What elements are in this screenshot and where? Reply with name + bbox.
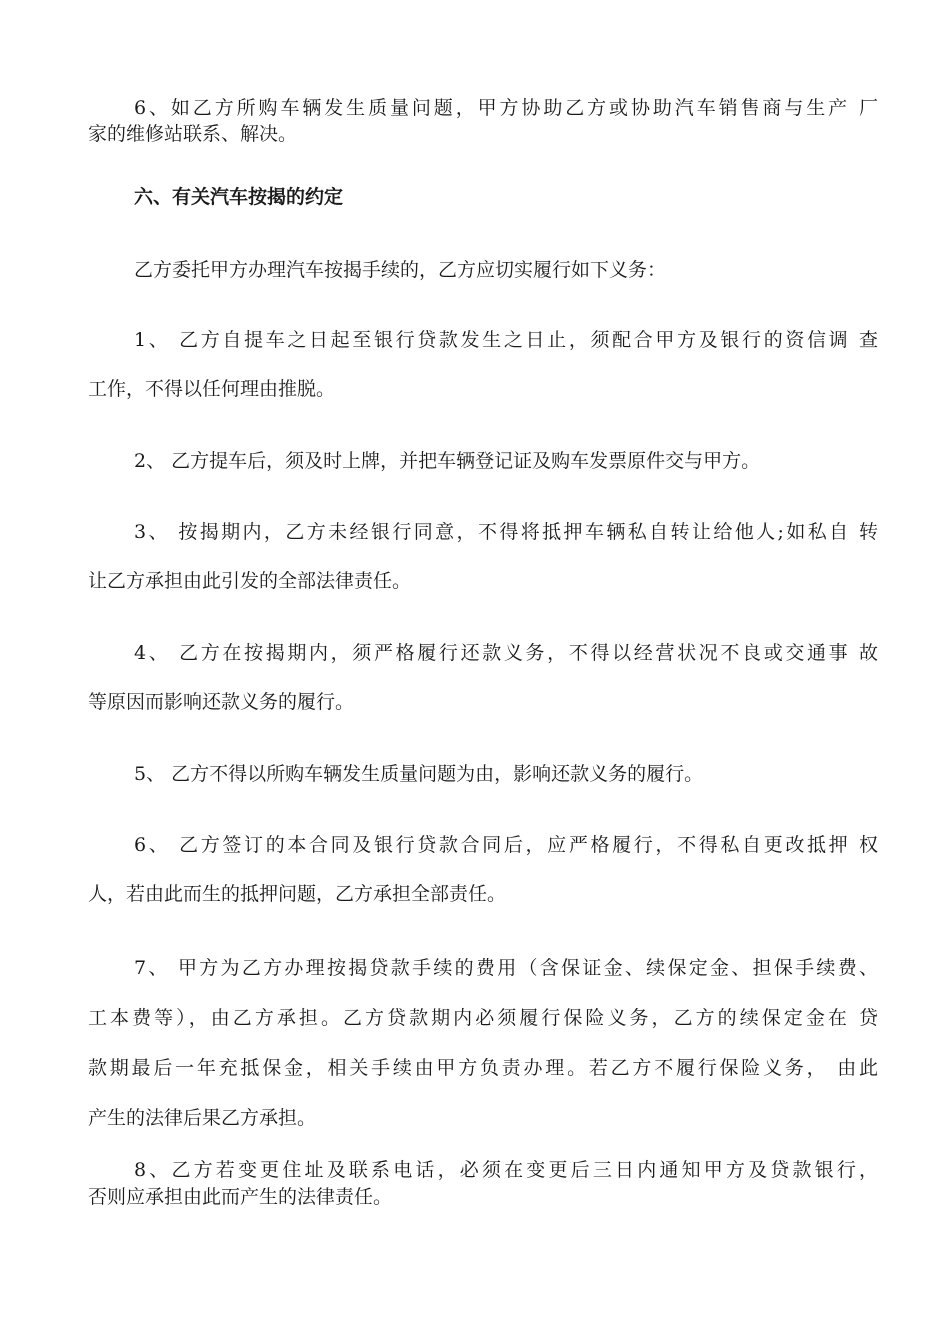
item-5-line-1: 5、 乙方不得以所购车辆发生质量问题为由，影响还款义务的履行。 (134, 763, 704, 785)
intro-paragraph: 乙方委托甲方办理汽车按揭手续的，乙方应切实履行如下义务： (134, 259, 667, 281)
item-1-line-1: 1、 乙方自提车之日起至银行贷款发生之日止，须配合甲方及银行的资信调 查 (134, 329, 878, 351)
item-7-line-3: 款期最后一年充抵保金，相关手续由甲方负责办理。若乙方不履行保险义务， 由此 (88, 1057, 878, 1079)
item-3-line-2: 让乙方承担由此引发的全部法律责任。 (88, 570, 412, 592)
item-7-line-2: 工本费等），由乙方承担。乙方贷款期内必须履行保险义务，乙方的续保定金在 贷 (88, 1007, 878, 1029)
item-8-line-2: 否则应承担由此而产生的法律责任。 (88, 1186, 393, 1208)
item-6-line-1: 6、 乙方签订的本合同及银行贷款合同后，应严格履行，不得私自更改抵押 权 (134, 834, 878, 856)
item-4-line-1: 4、 乙方在按揭期内，须严格履行还款义务，不得以经营状况不良或交通事 故 (134, 642, 878, 664)
section-heading: 六、有关汽车按揭的约定 (134, 186, 344, 208)
item-4-line-2: 等原因而影响还款义务的履行。 (88, 691, 355, 713)
item-6-line-2: 人，若由此而生的抵押问题，乙方承担全部责任。 (88, 883, 507, 905)
item-7-line-1: 7、 甲方为乙方办理按揭贷款手续的费用（含保证金、续保定金、担保手续费、 (134, 957, 878, 979)
item-3-line-1: 3、 按揭期内，乙方未经银行同意，不得将抵押车辆私自转让给他人;如私自 转 (134, 521, 878, 543)
paragraph-line: 6、如乙方所购车辆发生质量问题，甲方协助乙方或协助汽车销售商与生产 厂 (134, 97, 878, 119)
item-2-line-1: 2、 乙方提车后，须及时上牌，并把车辆登记证及购车发票原件交与甲方。 (134, 450, 761, 472)
item-7-line-4: 产生的法律后果乙方承担。 (88, 1107, 317, 1129)
paragraph-line: 家的维修站联系、解决。 (88, 123, 298, 145)
item-1-line-2: 工作，不得以任何理由推脱。 (88, 378, 336, 400)
item-8-line-1: 8、乙方若变更住址及联系电话，必须在变更后三日内通知甲方及贷款银行， (134, 1159, 878, 1181)
